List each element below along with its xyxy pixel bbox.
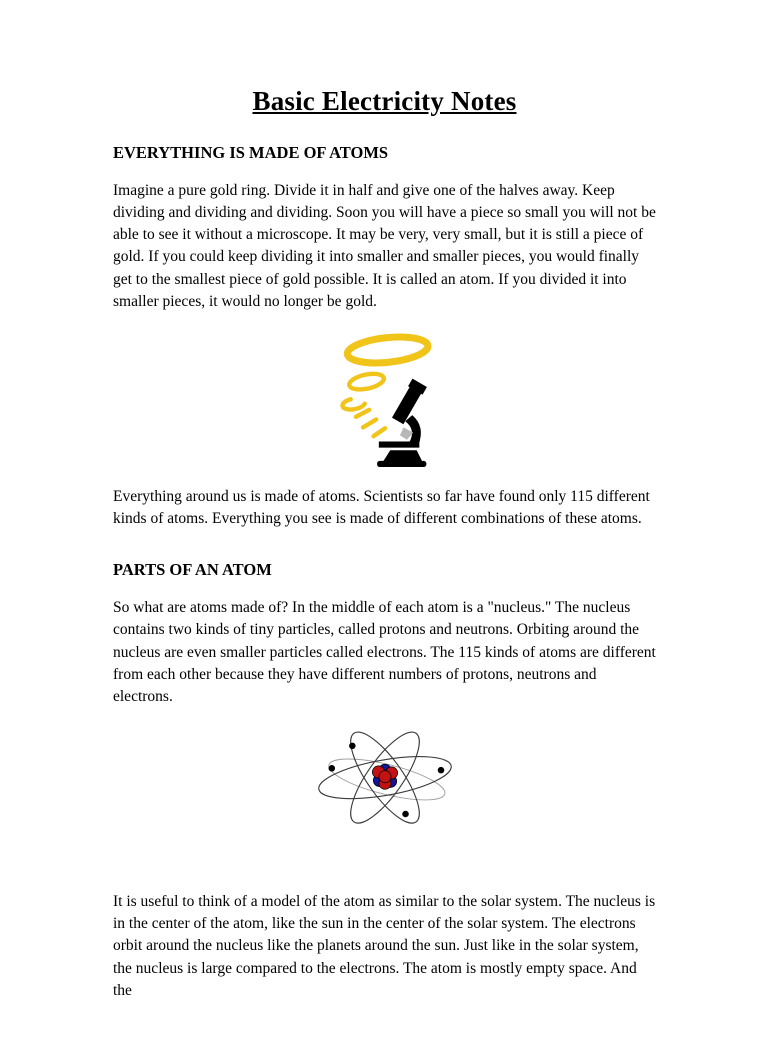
paragraph-nucleus: So what are atoms made of? In the middle of each atom is a "nucleus." The nucleus contains two kinds of tiny particles, called protons and neutrons. Orbiting around the nucleus are even smaller particles called electrons. The 115 kinds of atoms are different from each other because they have different numbers of protons, neutrons and electrons.: [113, 599, 656, 705]
atom-illustration: [113, 725, 656, 833]
paragraph-gold-ring: Imagine a pure gold ring. Divide it in half and give one of the halves away. Keep dividing and dividing and dividing. Soon you will have a piece so small you will not be able to see it without a microscope. It may be very, very small, but it is still a piece of gold. If you could keep dividing it into smaller and smaller pieces, you would finally get to the smallest piece of gold possible. It is called an atom. If you divided it into smaller pieces, it would no longer be gold.: [113, 182, 656, 310]
microscope-body: [377, 379, 427, 467]
paragraph-solar-system: It is useful to think of a model of the atom as similar to the solar system. The nucleus is in the center of the atom, like the sun in the center of the solar system. The electrons orbit around the nucleus like the planets around the sun. Just like in the solar system, the nucleus is large compared to the electrons. The atom is mostly empty space. And the: [113, 893, 656, 999]
microscope-icon: [319, 330, 451, 472]
page-title: Basic Electricity Notes: [252, 86, 517, 116]
gold-swirl: [342, 371, 385, 409]
microscope-objective: [399, 427, 412, 439]
atom-icon: [301, 725, 469, 833]
gold-ring-halo: [346, 333, 429, 366]
section-heading-everything-is-made-of-atoms: EVERYTHING IS MADE OF ATOMS: [113, 143, 389, 162]
microscope-illustration: [113, 330, 656, 472]
gold-sparkle-dashes: [355, 410, 384, 436]
section-heading-parts-of-an-atom: PARTS OF AN ATOM: [113, 560, 272, 580]
paragraph-everything-atoms: Everything around us is made of atoms. Scientists so far have found only 115 different kinds of atoms. Everything you see is made of different combinations of these atoms.: [113, 487, 650, 528]
